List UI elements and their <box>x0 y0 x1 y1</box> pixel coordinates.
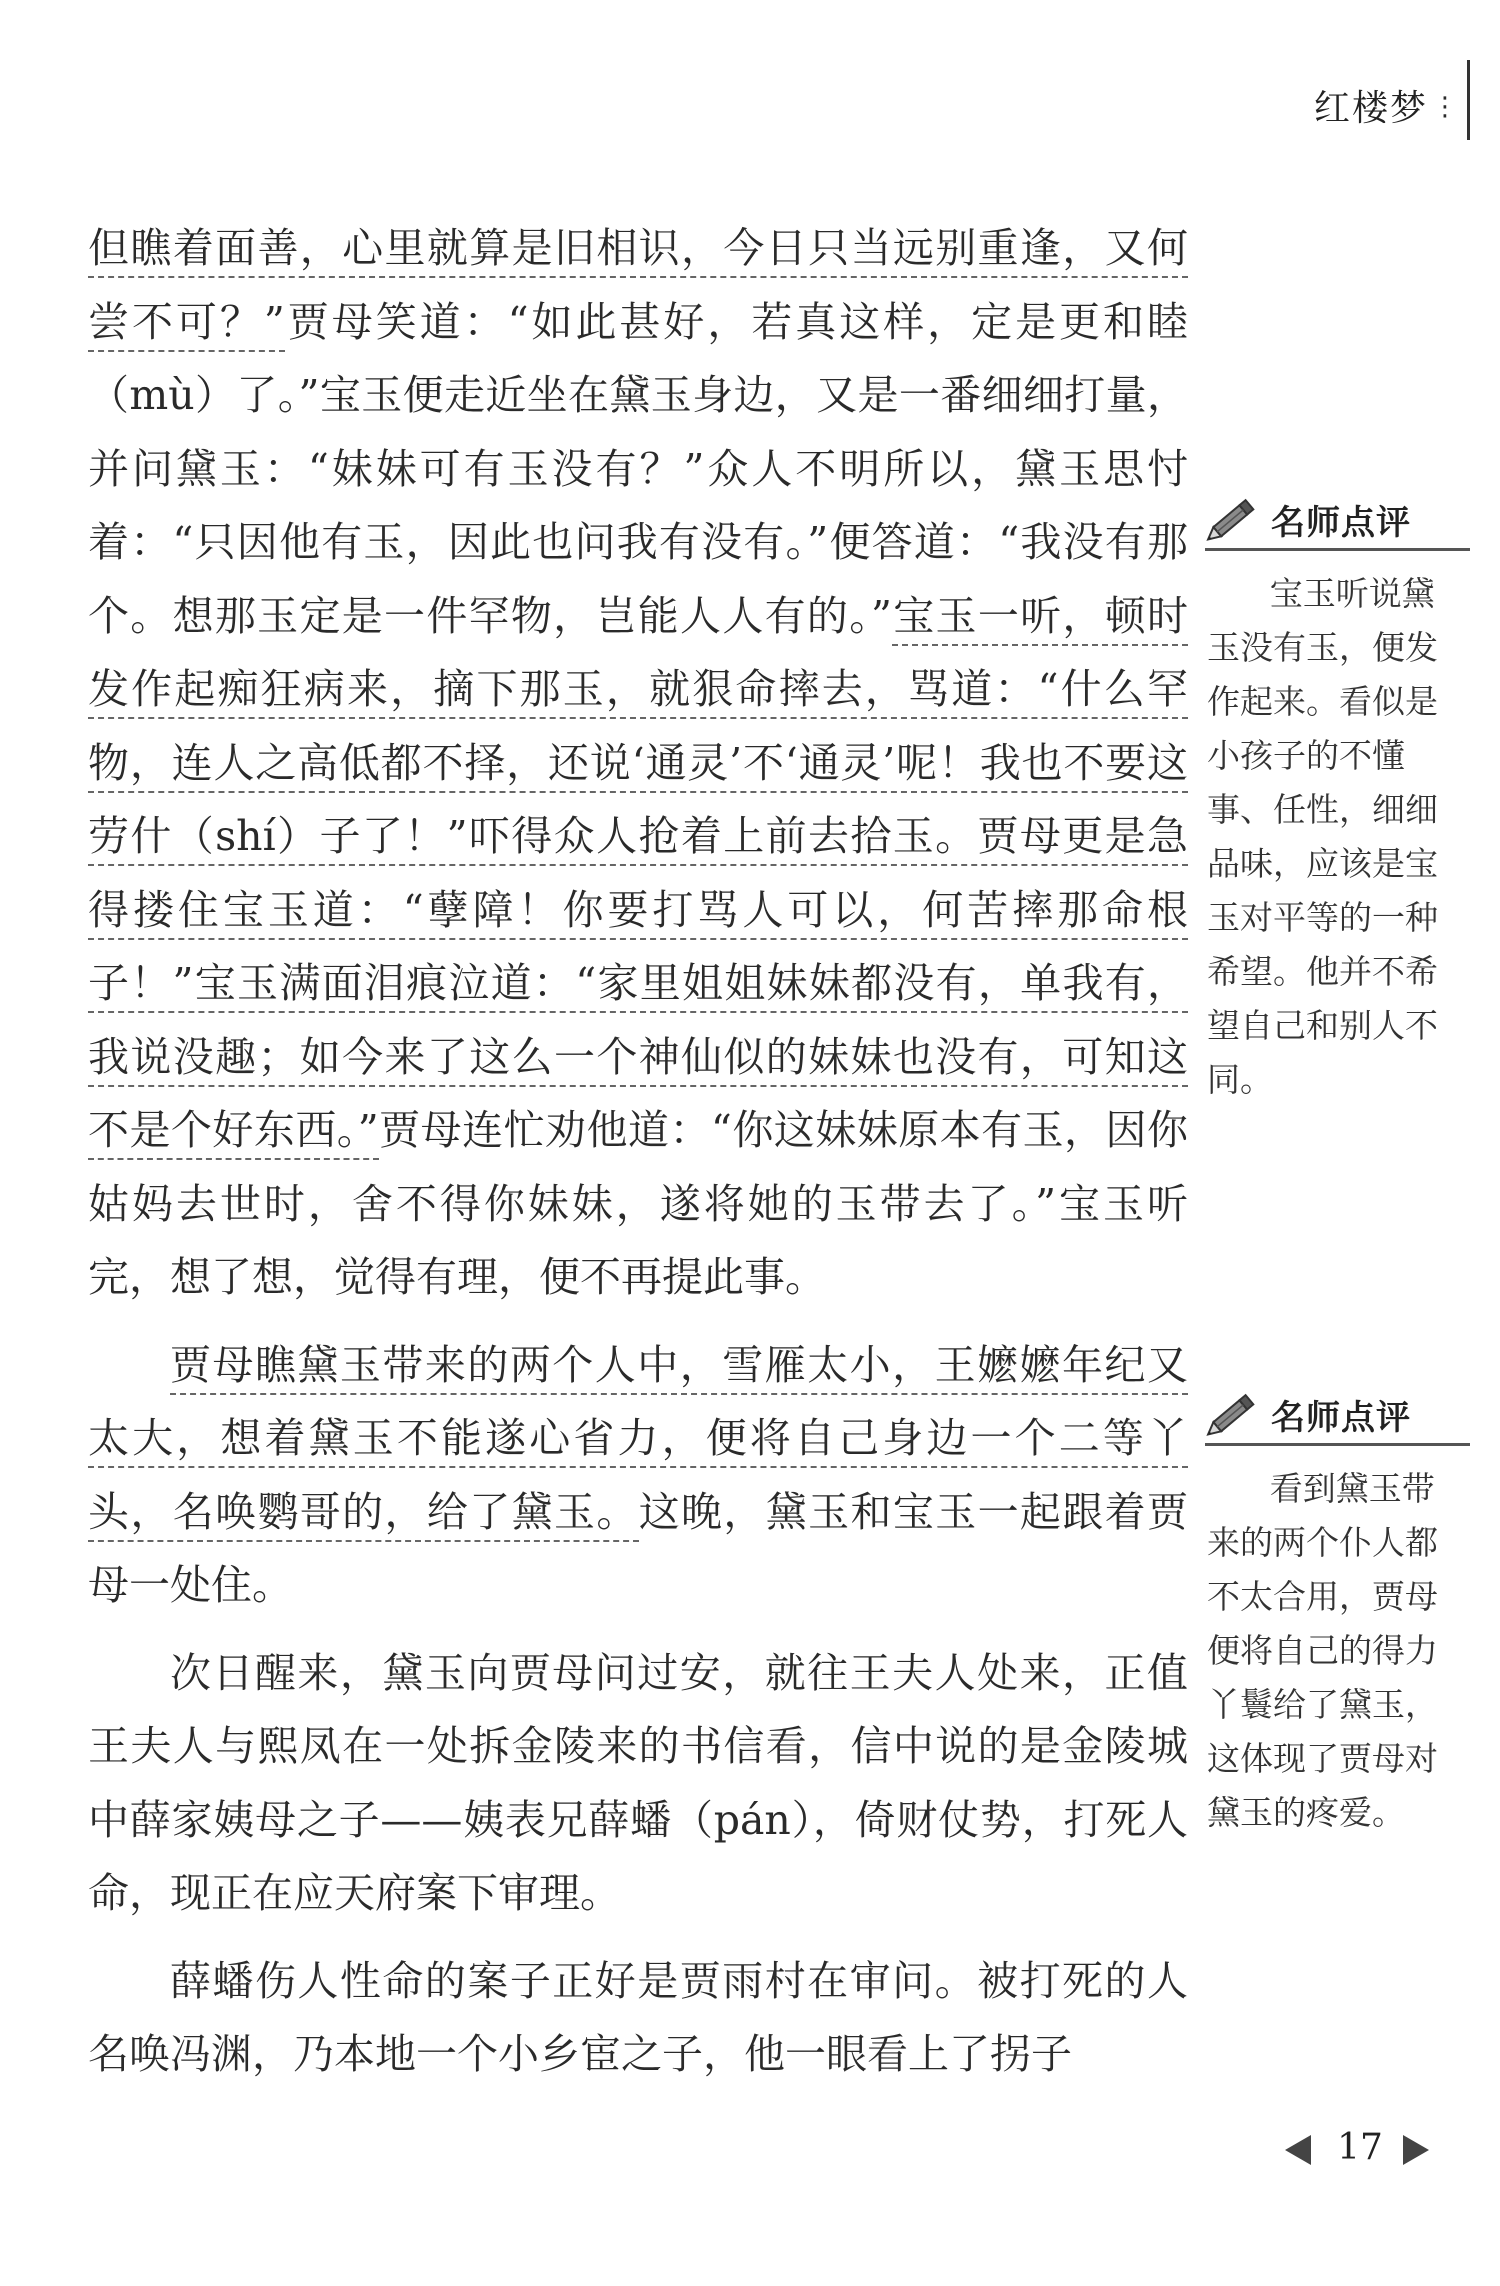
header-mark-icon: ⋮ <box>1432 92 1458 122</box>
arrow-left-icon <box>1285 2135 1311 2165</box>
teacher-comment-2 <box>1205 1385 1470 1840</box>
comment-heading <box>1205 490 1470 551</box>
pencil-icon <box>1205 1385 1263 1443</box>
main-text <box>88 212 1188 2092</box>
comment-title: 名师点评 <box>1271 503 1411 543</box>
underlined-passage: 但瞧着面善，心里就算是旧相识，今日只当远别重逢，又何尝不可？” <box>88 224 1188 352</box>
underlined-passage: 贾母瞧黛玉带来的两个人中，雪雁太小，王嬷嬷年纪又太大，想着黛玉不能遂心省力，便将自己身边一个二等丫头，名唤鹦哥的，给了黛玉。 <box>88 1341 1188 1542</box>
page-footer <box>1285 2125 1455 2175</box>
running-header <box>1240 60 1480 150</box>
pencil-icon <box>1205 490 1263 548</box>
paragraph-2 <box>88 1329 1188 1623</box>
header-rule <box>1467 60 1470 140</box>
page-number: 17 <box>1337 2127 1383 2168</box>
arrow-right-icon <box>1403 2135 1429 2165</box>
plain-passage: 这晚，黛玉和宝玉一起跟着贾母一处住。 <box>88 1487 1189 1609</box>
plain-passage: 贾母笑道：“如此甚好，若真这样，定是更和睦（mù）了。”宝玉便走近坐在黛玉身边，又是一番细细打量，并问黛玉：“妹妹可有玉没有？”众人不明所以，黛玉思忖着：“只因他有玉，因此也问我有没有。”便答道：“我没有那个。想那玉定是一件罕物，岂能人人有的。” <box>88 297 1188 640</box>
book-title: 红楼梦 <box>1313 88 1428 129</box>
underlined-passage: 宝玉一听，顿时发作起痴狂病来，摘下那玉，就狠命摔去，骂道：“什么罕物，连人之高低都不择，还说‘通灵’不‘通灵’呢！我也不要这劳什（shí）子了！”吓得众人抢着上前去拾玉。贾母更是急得搂住宝玉道：“孽障！你要打骂人可以，何苦摔那命根子！”宝玉满面泪痕泣道：“家里姐姐妹妹都没有，单我有，我说没趣；如今来了这么一个神仙似的妹妹也没有，可知这不是个好东西。” <box>88 592 1188 1161</box>
comment-body: 宝玉听说黛玉没有玉，便发作起来。看似是小孩子的不懂事、任性，细细品味，应该是宝玉对平等的一种希望。他并不希望自己和别人不同。 <box>1207 574 1438 1099</box>
comment-body: 看到黛玉带来的两个仆人都不太合用，贾母便将自己的得力丫鬟给了黛玉，这体现了贾母对黛玉的疼爱。 <box>1207 1469 1438 1832</box>
comment-title: 名师点评 <box>1271 1398 1411 1438</box>
teacher-comment-1 <box>1205 490 1470 1107</box>
comment-heading <box>1205 1385 1470 1446</box>
paragraph-1 <box>88 212 1188 1315</box>
plain-passage: 贾母连忙劝他道：“你这妹妹原本有玉，因你姑妈去世时，舍不得你妹妹，遂将她的玉带去了。”宝玉听完，想了想，觉得有理，便不再提此事。 <box>88 1106 1188 1301</box>
paragraph-3: 次日醒来，黛玉向贾母问过安，就往王夫人处来，正值王夫人与熙凤在一处拆金陵来的书信看，信中说的是金陵城中薛家姨母之子——姨表兄薛蟠（pán），倚财仗势，打死人命，现正在应天府案下审理。 <box>88 1648 1188 1917</box>
paragraph-4: 薛蟠伤人性命的案子正好是贾雨村在审问。被打死的人名唤冯渊，乃本地一个小乡宦之子，他一眼看上了拐子 <box>88 1956 1188 2078</box>
